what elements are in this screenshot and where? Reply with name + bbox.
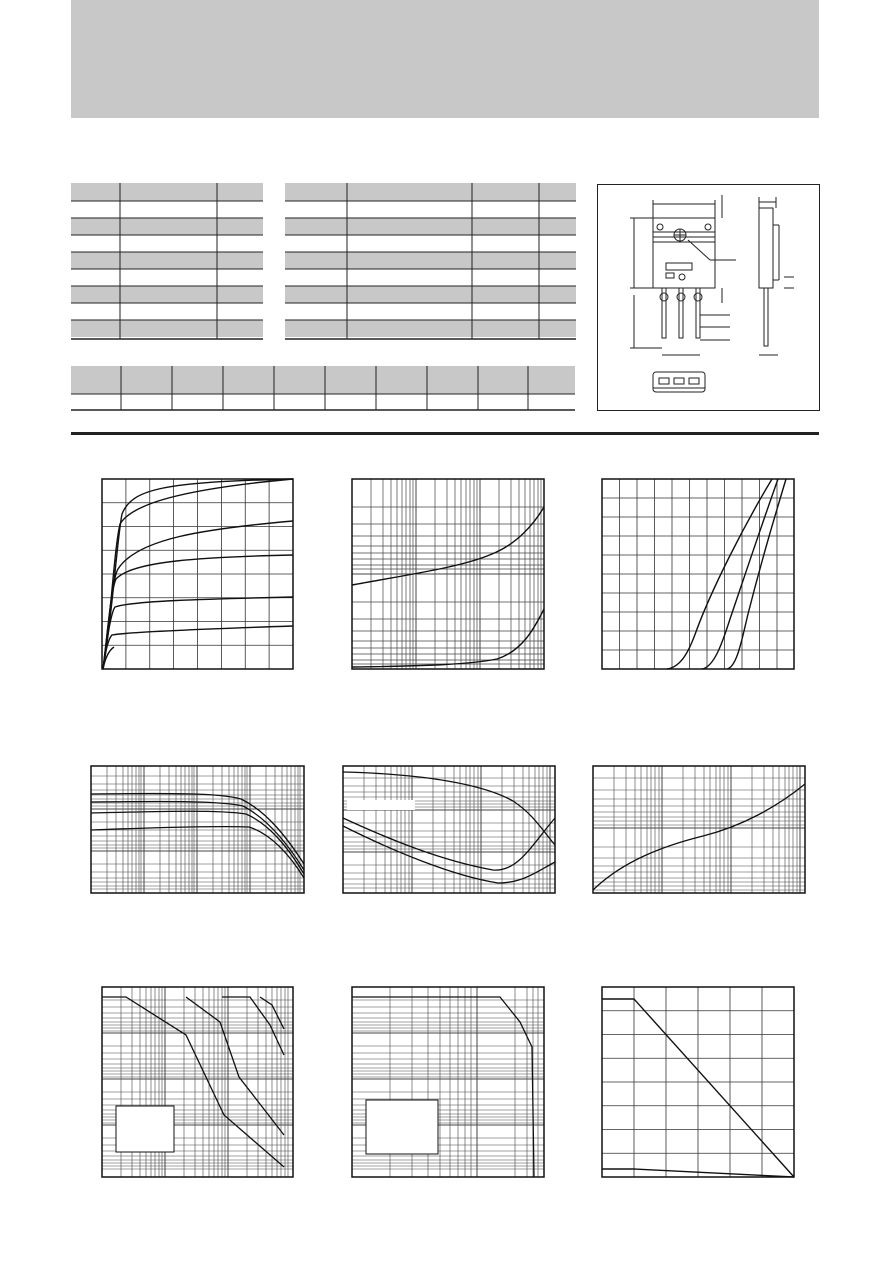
chart-4-gain-curves bbox=[91, 766, 305, 894]
package-outline-drawing bbox=[598, 185, 821, 412]
header-band bbox=[71, 0, 819, 118]
classification-table bbox=[71, 366, 575, 414]
chart-1-output-characteristics bbox=[102, 479, 294, 671]
chart-7-safe-operating-area bbox=[102, 987, 294, 1179]
curve-6 bbox=[103, 626, 293, 669]
section-divider bbox=[71, 432, 819, 435]
soa-boundary-pulse2 bbox=[222, 997, 284, 1055]
chart-8-reverse-bias-soa bbox=[352, 987, 545, 1179]
characteristics-table bbox=[285, 183, 576, 343]
curve-4 bbox=[103, 555, 293, 669]
chart-5-saturation-curves bbox=[343, 766, 556, 894]
inset-legend-box bbox=[116, 1106, 174, 1152]
chart-3-transfer-characteristics bbox=[602, 479, 795, 671]
inset-legend-box bbox=[366, 1100, 438, 1154]
chart-6-s-curve bbox=[593, 766, 806, 894]
curve-lower bbox=[352, 609, 544, 667]
curve-3 bbox=[103, 521, 293, 669]
ratings-table bbox=[71, 183, 263, 343]
chart-2-log-curves bbox=[352, 479, 545, 671]
chart-9-power-derating bbox=[602, 987, 795, 1179]
package-outline-box bbox=[597, 184, 820, 411]
